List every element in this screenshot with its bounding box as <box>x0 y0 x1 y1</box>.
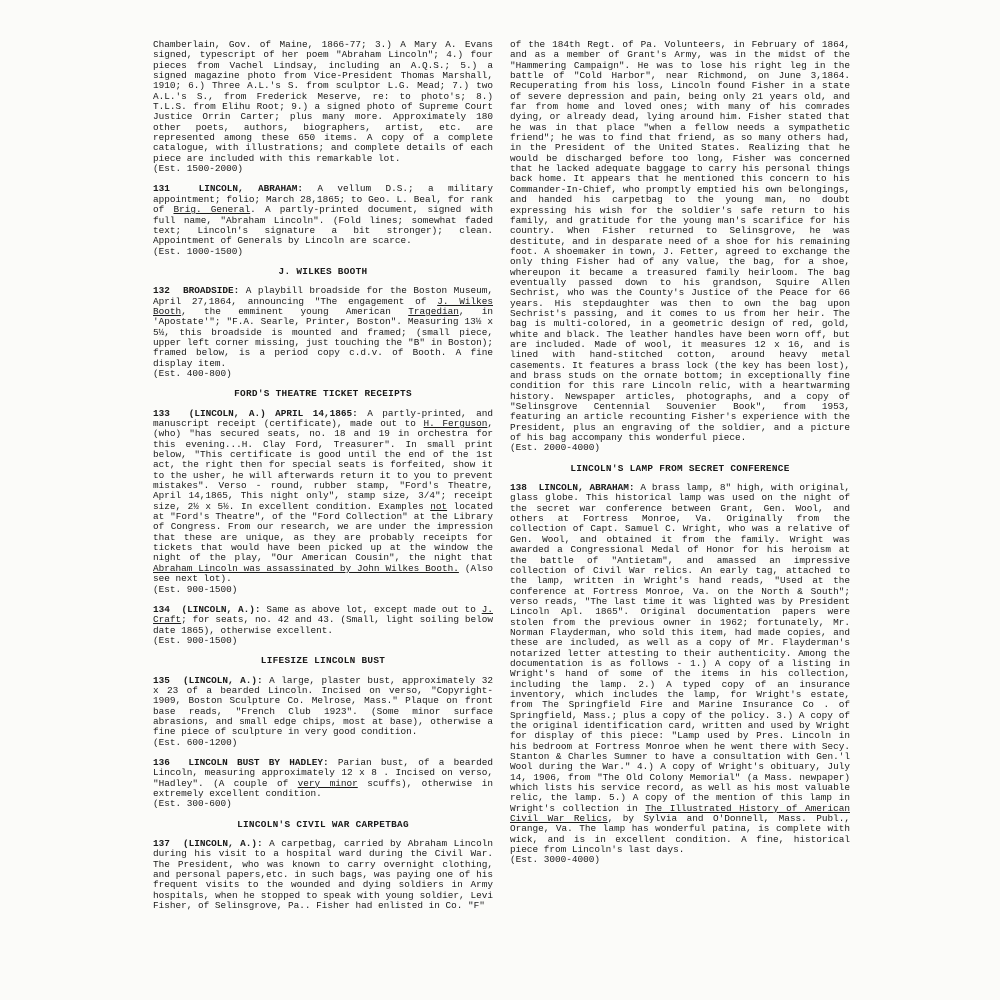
lot-title: LINCOLN, ABRAHAM: <box>538 482 635 494</box>
lot-number: 134 <box>153 603 170 615</box>
estimate: (Est. 400-800) <box>153 367 232 379</box>
estimate: (Est. 2000-4000) <box>510 442 601 454</box>
lot-description: , by Sylvia and O'Donnell, Mass. Publ., Orange, Va. The lamp has wonderful patina, is complete with wick, and is in excellent condition. A fine, historical piece from Lincoln's last days. <box>510 813 850 856</box>
lot-description: (Also see next lot). <box>153 562 493 585</box>
lot-number: 138 <box>510 482 527 494</box>
lot-130-continuation <box>153 40 493 174</box>
underlined-text: Abraham Lincoln was assassinated by John Wilkes Booth. <box>153 562 459 574</box>
lot-title: (LINCOLN, A.): <box>182 674 263 686</box>
lot-137 <box>153 839 493 911</box>
lot-text <box>153 409 493 585</box>
estimate: (Est. 1500-2000) <box>153 163 244 175</box>
lot-description: scuffs), otherwise in extremely excellent condition. <box>153 777 493 799</box>
estimate: (Est. 3000-4000) <box>510 854 601 866</box>
estimate: (Est. 300-600) <box>153 798 232 810</box>
lot-description: , in 'Apostate'"; "F.A. Searle, Printer, Boston". Measuring 13½ x 5½, this broadside is mounted and framed; (small piece, upper left corner missing, just touching the "B" in Boston); framed below, is a period copy c.d.v. of Booth. A fine display item. <box>153 305 493 369</box>
section-heading: LINCOLN'S CIVIL WAR CARPETBAG <box>237 818 409 830</box>
lot-text <box>153 839 493 911</box>
underlined-text: J. Wilkes Booth <box>153 295 493 317</box>
lot-text <box>153 605 493 636</box>
lot-number: 135 <box>153 674 170 686</box>
lot-number: 132 <box>153 285 170 297</box>
section-heading: LINCOLN'S LAMP FROM SECRET CONFERENCE <box>570 462 790 474</box>
underlined-text: Brig. General <box>173 204 251 216</box>
underlined-text: H. Ferguson <box>423 418 488 429</box>
section-heading: FORD'S THEATRE TICKET RECEIPTS <box>234 388 412 400</box>
lot-description: ; for seats, no. 42 and 43. (Small, light soiling below date 1865), otherwise excellent. <box>153 614 493 636</box>
lot-title: LINCOLN, ABRAHAM: <box>198 183 304 195</box>
lot-number: 137 <box>153 838 170 850</box>
section-heading: LIFESIZE LINCOLN BUST <box>260 655 386 667</box>
estimate: (Est. 900-1500) <box>153 634 238 646</box>
underlined-text: very minor <box>297 777 358 789</box>
lot-137-continuation <box>510 40 850 454</box>
lot-text <box>153 286 493 369</box>
lot-description: , the emminent young American <box>181 305 391 317</box>
right-column <box>510 40 850 876</box>
section-heading: J. WILKES BOOTH <box>278 265 368 277</box>
lot-title: LINCOLN BUST BY HADLEY: <box>188 756 329 768</box>
underlined-text: Tragedian <box>408 305 459 317</box>
lot-133 <box>153 409 493 595</box>
lot-title: (LINCOLN, A.): <box>181 603 261 615</box>
estimate: (Est. 900-1500) <box>153 583 238 595</box>
lot-134 <box>153 605 493 646</box>
lot-description: A partly-printed, and manuscript receipt (certificate), made out to <box>153 407 493 429</box>
lot-number: 136 <box>153 756 170 768</box>
lot-text <box>153 758 493 799</box>
lot-description: Parian bust, of a bearded Lincoln, measuring approximately 12 x 8 . Incised on verso, "Hadley". (A couple of <box>153 756 493 789</box>
underlined-text: The Illustrated History of American Civil War Relics <box>510 802 850 825</box>
underlined-text: not <box>430 500 448 512</box>
estimate: (Est. 600-1200) <box>153 736 238 748</box>
lot-title: (LINCOLN, A.): <box>182 838 263 850</box>
underlined-text: J. Craft <box>153 603 493 626</box>
lot-132 <box>153 286 493 379</box>
lot-description: . A partly-printed document, signed with full name, "Abraham Lincoln". (Fold lines; somewhat faded text; Lincoln's signature a bit stronger); clean. Appointment of Generals by Lincoln are scarce. <box>153 204 493 247</box>
lot-text <box>153 184 493 246</box>
lot-135 <box>153 676 493 748</box>
continuation-text: Chamberlain, Gov. of Maine, 1866-77; 3.) A Mary A. Evans signed, typescript of her poem "Abraham Lincoln"; 4.) four pieces from Vachel Lindsay, including an A.Q.S.; 5.) a signed magazine photo from Vice-President Thomas Marshall, 1910; 6.) Three A.L.'s S. from sculptor L.G. Mead; 7.) two A.L.'s S., from Frederick Meserve, re: to photo's; 8.) T.L.S. from Elihu Root; 9.) a signed photo of Supreme Court Justice Orrin Carter; plus many more. Approximately 180 other poets, authors, biographers, artist, etc. are represented among these 650 items. A copy of a complete catalogue, with illustrations; and complete details of each piece are included with this remarkable lot. <box>153 39 493 164</box>
lot-description: located at "Ford's Theatre", of the "Ford Collection" at the Library of Congress. From our research, we are under the impression that these are unique, as they are probably receipts for tickets that would have been picked up at the window the night of the play, "Our American Cousin", the night that <box>153 500 493 564</box>
lot-description: , (who) "has secured seats, no. 18 and 19 in orchestra for this evening...H. Clay Ford, Treasurer". In small print below, "This certificate is good until the end of the 1st act, the right then for special seats is forfeited, show it to the usher, he will afterwards return it to you to prevent mistakes". Verso - round, rubber stamp, "Ford's Theatre, April 14,1865, This night only", stamp size, 3/4"; receipt size, 2½ x 5½. In excellent condition. Examples <box>153 418 493 512</box>
lot-description: A vellum D.S.; a military appointment; folio; March 28,1865; to Geo. L. Beal, for rank of <box>153 183 493 216</box>
lot-title: BROADSIDE: <box>182 285 240 297</box>
lot-description: A playbill broadside for the Boston Museum, April 27,1864, announcing "The engagement of <box>153 285 493 307</box>
lot-description: A carpetbag, carried by Abraham Lincoln during his visit to a hospital ward during the Civil War. The President, who was known to carry overnight clothing, and personal papers,etc. in such bags, was paying one of his frequent visits to the wounded and dying soldiers in Army hospitals, when he stopped to speak with young soldier, Levi Fisher, of Selinsgrove, Pa.. Fisher had enlisted in Co. "F" <box>153 838 493 912</box>
left-column <box>153 40 493 921</box>
lot-text <box>153 676 493 738</box>
lot-138 <box>510 483 850 866</box>
lot-131 <box>153 184 493 256</box>
lot-description: A large, plaster bust, approximately 32 x 23 of a bearded Lincoln. Incised on verso, "Copyright-1909, Boston Sculpture Co. Melrose, Mass." Plaque on front base reads, "French Club 1923". (Some minor surface abrasions, and small edge chips, most at base), otherwise a fine piece of sculpture in very good condition. <box>153 674 493 738</box>
lot-title: (LINCOLN, A.) APRIL 14,1865: <box>188 407 358 419</box>
lot-text <box>510 483 850 855</box>
continuation-text: of the 184th Regt. of Pa. Volunteers, in February of 1864, and as a member of Grant's Army, was in the midst of the "Hammering Campaign". He was to lose his right leg in the battle of "Cold Harbor", near Richmond, on June 3,1864. Recuperating from his loss, Lincoln found Fisher in a state of severe depression and pain, being only 21 years old, and far from home and loved ones; with many of his comrades dying, or already dead, lying around him. Fisher stated that he was in that place "when a fellow needs a sympathetic friend"; he was to find that friend, as so many others had, in the President of the United States. Realizing that he would be discharged before too long, Fisher was concerned that he lacked adequate baggage to carry his personal things back home. It appears that he mentioned this concern to his Commander-In-Chief, who promptly emptied his own belongings, and handed his carpetbag to the young man, no doubt expressing his wish for the soldier's safe return to his family, and gratitude for the young man's scarifice for his country. When Fisher returned to Selinsgrove, he was destitute, and in desparate need of a shoe for his remaining foot. A shoemaker in town, J. Fetter, agreed to exchange the only thing Fisher had of any value, the bag, for a shoe, whereupon it became a treasured family heirloom. The bag eventually passed down to his grandson, Squire Allen Sechrist, who was the County's Justice of the Peace for 66 years. His stepdaughter was then to own the bag upon Sechrist's passing, and it comes to us from her heir. The bag is multi-colored, in a geometric design of red, gold, white and black. The leather handles have been worn off, but are included. Made of wool, it measures 12 x 16, and is lined with hand-stitched cotton, around heavy metal casements. It features a brass lock (the key has been lost), and brass studs on the ornate bottom; in exceptionally fine condition for this rare Lincoln relic, with a heartwarming history. Newspaper articles, photographs, and a copy of "Selinsgrove Centennial Souvenier Book", from 1953, featuring an article recounting Fisher's experience with the President, plus an engraving of the soldier, and a picture of his bag accompany this wonderful piece. <box>510 39 850 444</box>
lot-136 <box>153 758 493 810</box>
lot-number: 131 <box>153 183 170 195</box>
lot-description: A brass lamp, 8" high, with original, glass globe. This historical lamp was used on the night of the secret war conference between Grant, Gen. Wool, and others at Fortress Monroe, Va. Originally from the collection of Capt. Samuel C. Wright, who was a relative of Gen. Wool, and obtained it from the family. Wright was awarded a Congressional Medal of Honor for his heroism at the battle of "Antietam", and amassed an impressive collection of Civil War relics. An early tag, attached to the lamp, written in Wright's hand reads, "Used at the conference at Fortress Monroe, Va. on the North & South"; verso reads, "The last time it was lighted was by President Lincoln Apl. 1865". Original documentation papers were stolen from the previous owner in 1962; fortunately, Mr. Norman Flayderman, who sold this item, had made copies, and these are included, as well as a copy of Mr. Flayderman's notarized letter attesting to their authenticity. Among the documentation is as follows - 1.) A copy of a listing in Wright's hand of some of the items in his collection, including the lamp. 2.) A typed copy of an insurance inventory, which includes the lamp, for Wright's estate, from The Springfield Fire and Marine Insurance Co . of Springfield, Mass.; plus a copy of the policy. 3.) A copy of the original identification card, written and used by Wright for display of this piece: "Lamp used by Pres. Lincoln in his bedroom at Fortress Monroe when he went there with Secy. Stanton & Charles Sumner to have a consultation with Gen.'l Wool during the War." 4.) A copy of Wright's obituary, July 14, 1906, from "The Old Colony Memorial" (a Mass. newpaper) which lists his service record, as well as his most valuable relic, the lamp. 5.) A copy of the mention of this lamp in Wright's collection in <box>510 482 850 814</box>
lot-description: Same as above lot, except made out to <box>266 603 476 615</box>
estimate: (Est. 1000-1500) <box>153 245 244 257</box>
lot-number: 133 <box>153 407 170 419</box>
